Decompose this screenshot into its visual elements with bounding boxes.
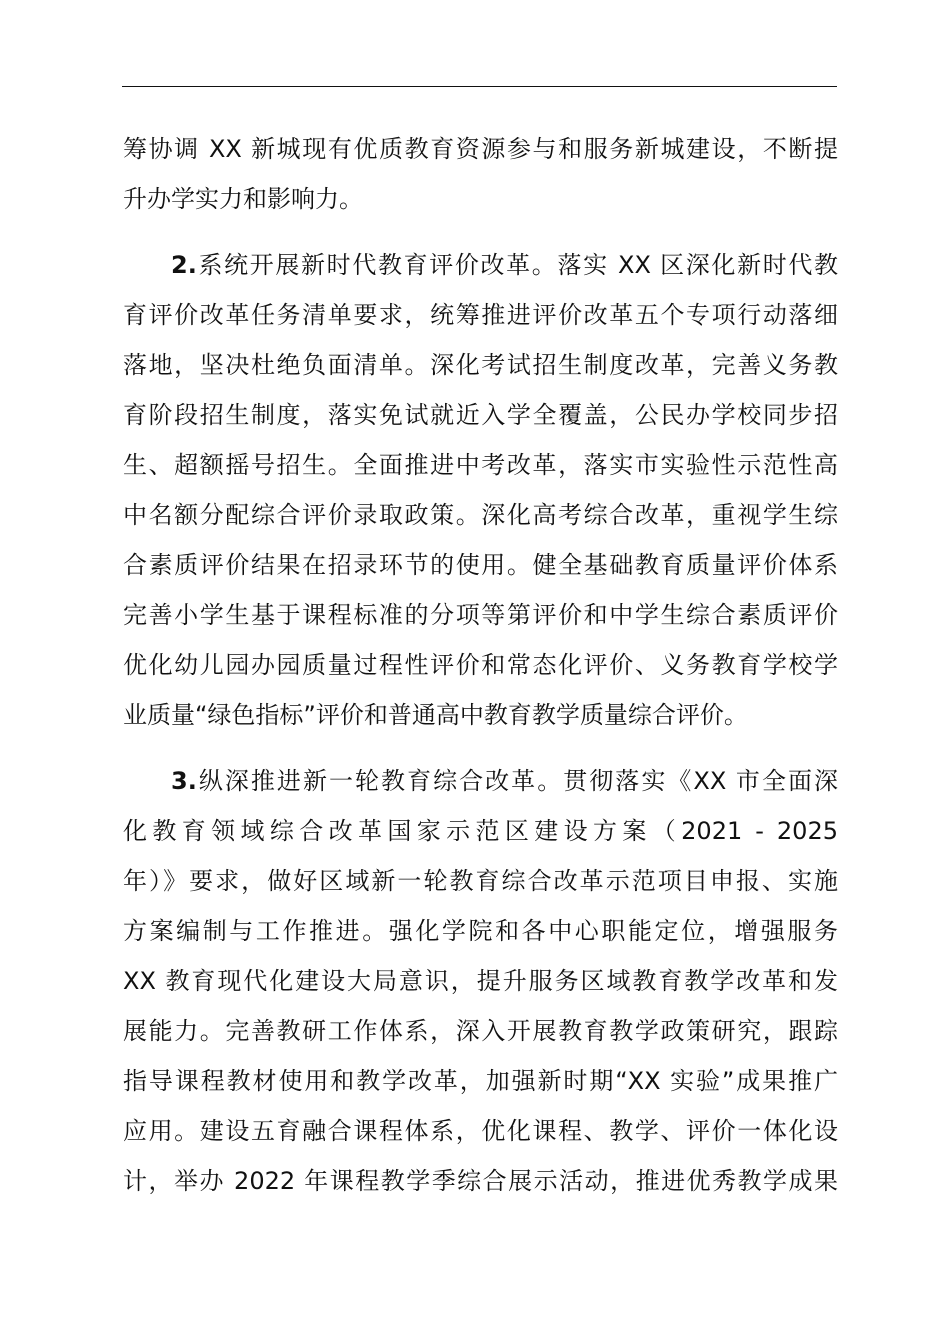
paragraph-line: 计，举办 2022 年课程教学季综合展示活动，推进优秀教学成果 bbox=[123, 1167, 838, 1195]
item-number: 3. bbox=[171, 767, 197, 795]
paragraph-line: 落地，坚决杜绝负面清单。深化考试招生制度改革，完善义务教 bbox=[123, 351, 838, 379]
paragraph-line: 育评价改革任务清单要求，统筹推进评价改革五个专项行动落细 bbox=[123, 301, 838, 329]
paragraph-line: 升办学实力和影响力。 bbox=[123, 185, 363, 213]
paragraph-1 bbox=[123, 124, 838, 224]
paragraph-line: 中名额分配综合评价录取政策。深化高考综合改革，重视学生综 bbox=[123, 501, 838, 529]
paragraph-3 bbox=[123, 756, 838, 1206]
paragraph-line: 业质量“绿色指标”评价和普通高中教育教学质量综合评价。 bbox=[123, 701, 748, 729]
paragraph-line: 展能力。完善教研工作体系，深入开展教育教学政策研究，跟踪 bbox=[123, 1017, 838, 1045]
paragraph-2 bbox=[123, 240, 838, 740]
document-body bbox=[123, 124, 838, 1206]
paragraph-line: 筹协调 XX 新城现有优质教育资源参与和服务新城建设，不断提 bbox=[123, 135, 838, 163]
item-number: 2. bbox=[171, 251, 197, 279]
paragraph-line: 优化幼儿园办园质量过程性评价和常态化评价、义务教育学校学 bbox=[123, 651, 838, 679]
paragraph-line: 化教育领域综合改革国家示范区建设方案（2021 - 2025 bbox=[123, 817, 838, 845]
paragraph-first-line bbox=[123, 240, 838, 290]
paragraph-line: XX 教育现代化建设大局意识，提升服务区域教育教学改革和发 bbox=[123, 967, 838, 995]
paragraph-line: 生、超额摇号招生。全面推进中考改革，落实市实验性示范性高 bbox=[123, 451, 838, 479]
paragraph-first-line bbox=[123, 756, 838, 806]
paragraph-line: 方案编制与工作推进。强化学院和各中心职能定位，增强服务 bbox=[123, 917, 838, 945]
paragraph-line: 育阶段招生制度，落实免试就近入学全覆盖，公民办学校同步招 bbox=[123, 401, 838, 429]
paragraph-line: 纵深推进新一轮教育综合改革。贯彻落实《XX 市全面深 bbox=[196, 767, 838, 795]
paragraph-line: 系统开展新时代教育评价改革。落实 XX 区深化新时代教 bbox=[196, 251, 838, 279]
header-rule bbox=[122, 86, 837, 87]
paragraph-line: 完善小学生基于课程标准的分项等第评价和中学生综合素质评价 bbox=[123, 601, 838, 629]
paragraph-line: 应用。建设五育融合课程体系，优化课程、教学、评价一体化设 bbox=[123, 1117, 838, 1145]
paragraph-line: 年）》要求，做好区域新一轮教育综合改革示范项目申报、实施 bbox=[123, 867, 838, 895]
paragraph-line: 指导课程教材使用和教学改革，加强新时期“XX 实验”成果推广 bbox=[123, 1067, 838, 1095]
paragraph-line: 合素质评价结果在招录环节的使用。健全基础教育质量评价体系 bbox=[123, 551, 838, 579]
